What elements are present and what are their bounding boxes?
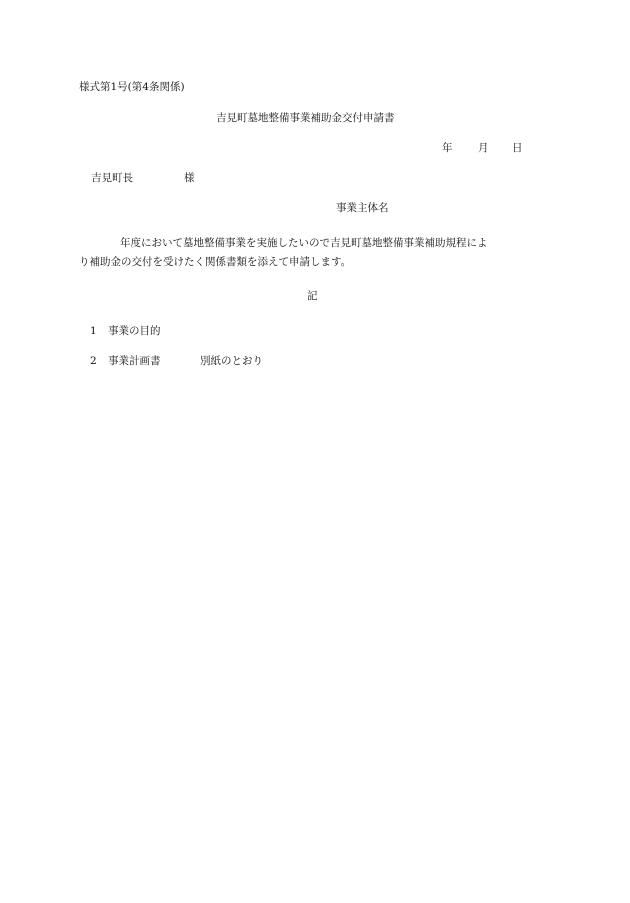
ki-heading: 記 xyxy=(307,290,318,302)
item-note: 別紙のとおり xyxy=(200,355,263,367)
date-day-label: 日 xyxy=(512,142,523,154)
item-label: 事業の目的 xyxy=(108,325,161,337)
date-month-label: 月 xyxy=(478,142,489,154)
item-number: 2 xyxy=(90,355,97,367)
item-label: 事業計画書 xyxy=(108,355,161,367)
addressee: 吉見町長 xyxy=(91,172,133,184)
honorific: 様 xyxy=(184,172,195,184)
applicant-label: 事業主体名 xyxy=(336,202,389,214)
body-text-line-2: り補助金の交付を受けたく関係書類を添えて申請します。 xyxy=(79,256,352,268)
item-number: 1 xyxy=(90,325,97,337)
document-title: 吉見町墓地整備事業補助金交付申請書 xyxy=(216,112,395,124)
body-text-line-1: 年度において墓地整備事業を実施したいので吉見町墓地整備事業補助規程によ xyxy=(120,237,488,249)
date-year-label: 年 xyxy=(442,142,453,154)
form-number: 様式第1号(第4条関係) xyxy=(79,81,185,93)
